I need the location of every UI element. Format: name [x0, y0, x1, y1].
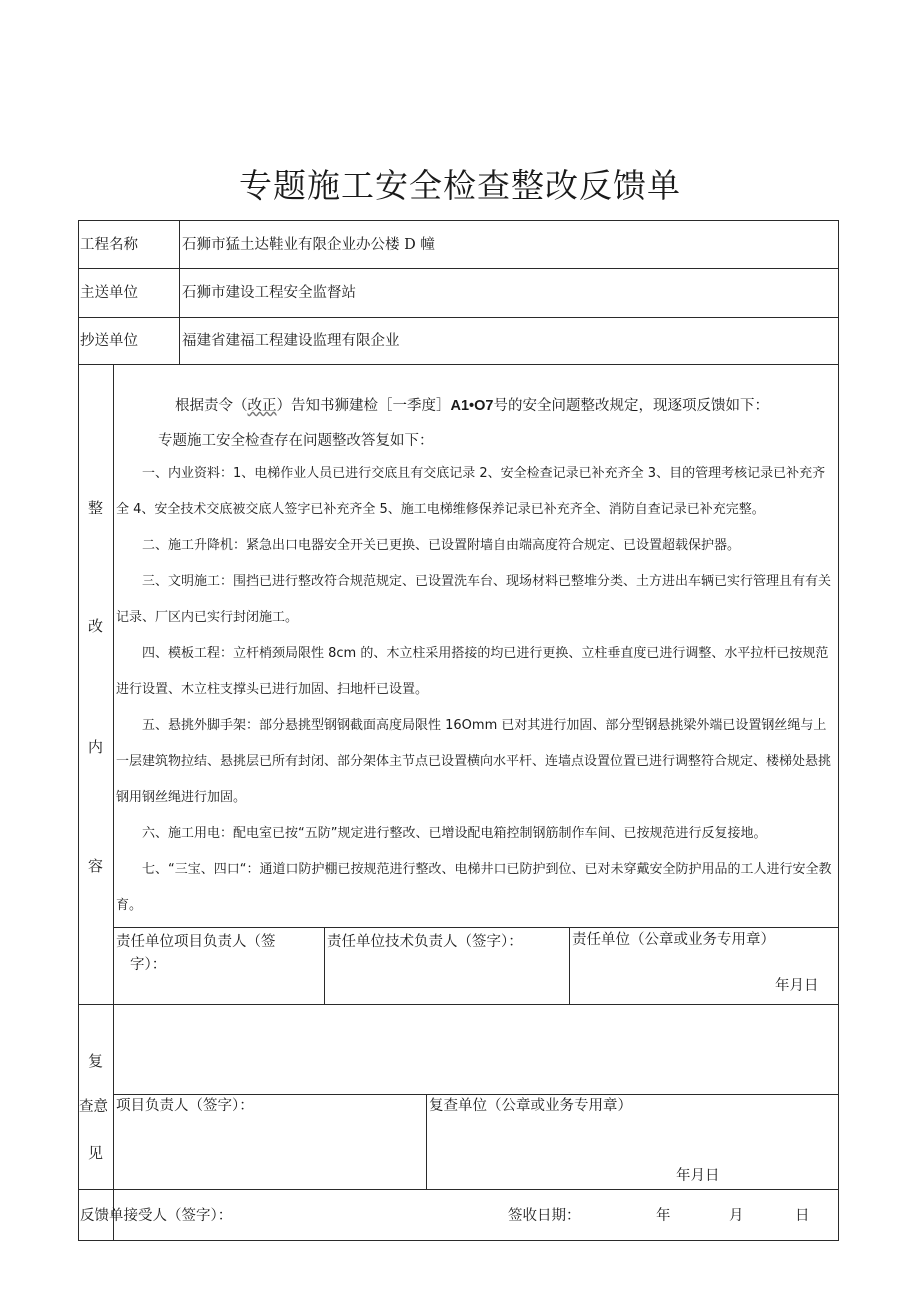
project-name-label: 工程名称: [80, 237, 138, 253]
signature-divider: [569, 927, 570, 1004]
review-subrow-top: [113, 1094, 839, 1095]
review-unit-seal-label: 复查单位（公章或业务专用章）: [429, 1098, 632, 1114]
intro-prefix: 根据责令（: [175, 398, 248, 414]
side-label-char: 容: [87, 857, 103, 875]
item-civilized-construction: 三、文明施工：围挡已进行整改符合规范规定、已设置洗车台、现场材料已整堆分类、土方进出车辆已实行管理且有有关记录、厂区内已实行封闭施工。: [116, 574, 832, 625]
table-bottom-border: [78, 1240, 839, 1241]
main-recipient-value: 石狮市建设工程安全监督站: [182, 285, 356, 301]
receipt-date-label: 签收日期：: [508, 1208, 581, 1224]
label-column-divider: [179, 220, 180, 365]
intro-underlined: 改正: [247, 398, 277, 414]
responsible-unit-date: 年月日: [775, 978, 819, 994]
responsible-unit-seal-label: 责任单位（公章或业务专用章）: [572, 932, 775, 948]
receipt-year: 年: [656, 1208, 671, 1224]
review-project-leader-label: 项目负责人（签字）：: [116, 1098, 254, 1114]
intro-code: A1•O7: [450, 398, 494, 414]
section-divider: [78, 1189, 839, 1190]
side-label-char: 改: [87, 617, 103, 635]
review-side-label: 查意: [79, 1099, 108, 1115]
row-divider: [78, 317, 839, 318]
rectification-items: [116, 456, 838, 924]
table-left-border: [78, 220, 79, 1241]
intro-suffix: 号的安全问题整改规定，现逐项反馈如下：: [493, 398, 769, 414]
table-top-border: [78, 220, 839, 221]
responsible-tech-leader-label: 责任单位技术负责人（签字）：: [327, 934, 523, 950]
signature-divider: [324, 927, 325, 1004]
review-side-label: 见: [87, 1144, 103, 1162]
responsible-project-leader-label: 责任单位项目负责人（签: [116, 934, 276, 950]
review-side-label: 复: [87, 1052, 103, 1070]
subheading: 专题施工安全检查存在问题整改答复如下：: [158, 433, 434, 449]
review-divider: [426, 1094, 427, 1189]
item-formwork: 四、模板工程：立杆梢颈局限性 8cm 的、木立柱采用搭接的均已进行更换、立柱垂直度已进行调整、水平拉杆已按规范进行设置、木立柱支撑头已进行加固、扫地杆已设置。: [116, 646, 829, 697]
intro-paragraph: [175, 394, 769, 415]
responsible-project-leader-label-cont: 字）：: [130, 957, 167, 973]
cc-recipient-label: 抄送单位: [80, 333, 138, 349]
receipt-month: 月: [729, 1208, 744, 1224]
project-name-value: 石狮市猛土达鞋业有限企业办公楼 D 幢: [182, 237, 435, 253]
side-label-divider: [113, 364, 114, 1240]
item-electricity: 六、施工用电：配电室已按“五防”规定进行整改、已增设配电箱控制钢筋制作车间、已按规范进行反复接地。: [142, 826, 767, 841]
row-divider: [78, 268, 839, 269]
receiver-signature-label: 反馈单接受人（签字）：: [80, 1208, 233, 1224]
signature-row-top: [113, 927, 839, 928]
row-divider: [78, 364, 839, 365]
item-scaffold: 五、悬挑外脚手架：部分悬挑型钢钢截面高度局限性 16Omm 已对其进行加固、部分型钢悬挑梁外端已设置钢丝绳与上一层建筑物拉结、悬挑层已所有封闭、部分架体主节点已设置横向水平杆、连墙点设置位置已进行调整符合规定、楼梯处悬挑钢用钢丝绳进行加固。: [116, 718, 832, 805]
table-right-border: [838, 220, 839, 1241]
section-divider: [78, 1004, 839, 1005]
cc-recipient-value: 福建省建福工程建设监理有限企业: [182, 333, 400, 349]
main-recipient-label: 主送单位: [80, 285, 138, 301]
side-label-char: 内: [87, 738, 103, 756]
item-internal-docs: 一、内业资料：1、电梯作业人员已进行交底且有交底记录 2、安全检查记录已补充齐全 3、目的管理考核记录已补充齐全 4、安全技术交底被交底人签字已补充齐全 5、施工电梯维修保养记录已补充齐全、消防自查记录已补充完整。: [116, 466, 826, 517]
receipt-day: 日: [795, 1208, 810, 1224]
intro-middle: ）告知书狮建检［一季度］: [276, 398, 451, 414]
side-label-char: 整: [87, 499, 103, 517]
item-three-treasures: 七、“三宝、四口“：通道口防护棚已按规范进行整改、电梯井口已防护到位、已对未穿戴安全防护用品的工人进行安全教育。: [116, 862, 832, 913]
item-hoist: 二、施工升降机：紧急出口电器安全开关已更换、已设置附墙自由端高度符合规定、已设置超载保护器。: [142, 538, 741, 553]
review-date: 年月日: [676, 1168, 720, 1184]
document-title: 专题施工安全检查整改反馈单: [239, 166, 681, 205]
